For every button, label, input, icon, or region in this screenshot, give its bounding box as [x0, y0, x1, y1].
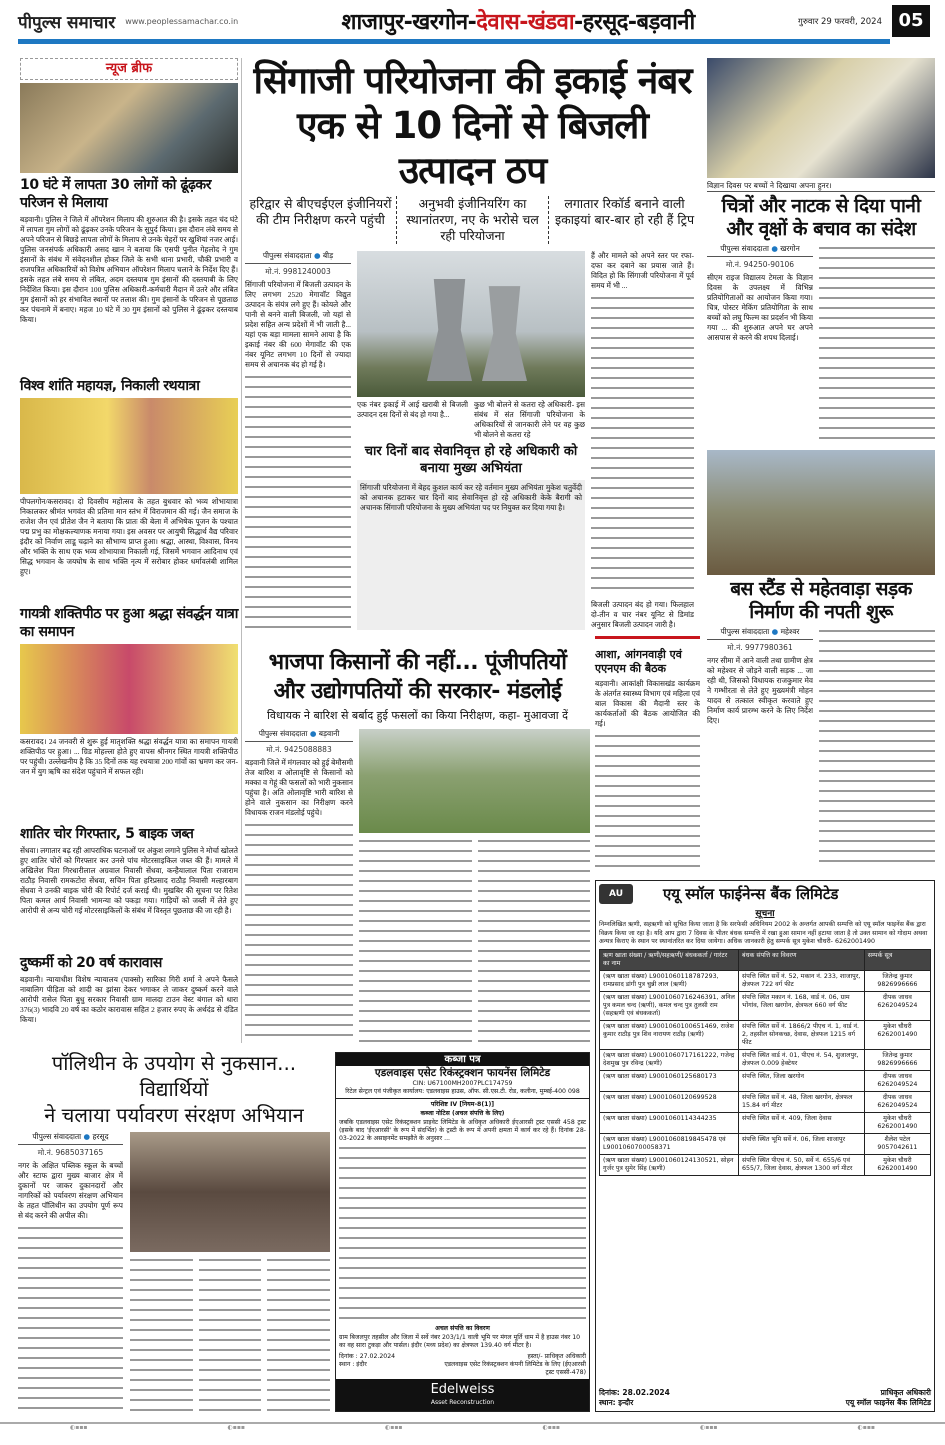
lead-text-right-continued [591, 294, 694, 597]
photo-captions [357, 400, 585, 440]
science-headline: चित्रों और नाटक से दिया पानी और वृक्षों के बचाव का संदेश [721, 195, 921, 240]
property-cell: संपत्ति स्थित मकान नं. 168, वार्ड नं. 06, ग्राम भोंगांव, जिला खरगोन, क्षेत्रफल 660 वर्ग फीट [739, 991, 865, 1020]
registration-mark-icon: ◐▪▪▪ [70, 1424, 88, 1431]
byline [245, 729, 353, 742]
notice-text: जबकि एडलवाइस एसेट रिकंस्ट्रक्शन प्राइवेट लिमिटेड के अधिकृत अधिकारी ईएआरसी ट्रस्ट एससी 458 ट्रस्ट (इसके बाद 'ईएआरसी' के रूप में संदर्भित) के ट्रस्टी के रूप में अपनी क्षमता में कार्य कर रहे हैं। दिनांक 28-03-2022 के असाइनमेंट समझौते के अनुसार ... [339, 1119, 586, 1142]
asha-headline: आशा, आंगनवाड़ी एवं एएनएम की बैठक [595, 648, 682, 675]
au-signatory: प्राधिकृत अधिकारी [880, 1388, 931, 1397]
lead-text-continued [245, 373, 351, 630]
property-description: ग्राम बिजलपुर तहसील और जिला में सर्वे नंबर 203/1/1 वाली भूमि पर मंगल मूर्ति धाम में है हाउस नंबर 10 का वह सारा टुकड़ा और पार्सल। इंदौर (मध्य प्रदेश) का क्षेत्रफल 139.40 वर्ग मीटर है। [339, 1334, 581, 1349]
notice-office: रिटेल सेन्ट्रल एवं पंजीकृत कार्यालय: एडलवाइस हाउस, ऑफ. सी.एस.टी. रोड, कलीना, मुम्बई-400 098 [336, 1088, 589, 1099]
polythene-lower-cols [130, 1256, 330, 1412]
registration-mark-icon: ◐▪▪▪ [542, 1424, 560, 1431]
registration-mark-icon: ◐▪▪▪ [857, 1424, 875, 1431]
polythene-text-col3 [199, 1256, 262, 1412]
polythene-text-continued [18, 1224, 123, 1412]
polythene-headline [18, 1050, 330, 1128]
property-cell: संपत्ति स्थित सर्वे नं. 52, मकान नं. 233, शाजापुर, क्षेत्रफल 722 वर्ग फीट [739, 970, 865, 991]
lead-subhead: अनुभवी इंजीनियरिंग का स्थानांतरण, नए के भरोसे चल रही परियोजना [397, 196, 549, 244]
contact-cell: मुकेश चौधरी 6262001490 [864, 1112, 930, 1133]
byline-text: पीपुल्स संवाददाता [258, 729, 308, 738]
contact-cell: मुकेश चौधरी 6262001490 [864, 1020, 930, 1049]
col-header: ऋण खाता संख्या / ऋणी/सहऋणी/ बंधककर्ता / गारंटर का नाम [600, 949, 739, 970]
contact-cell: दीपक जाधव 6262049524 [864, 1091, 930, 1112]
byline-text: पीपुल्स संवाददाता [262, 251, 312, 260]
au-header [599, 884, 931, 904]
lead-byline-block [245, 251, 351, 277]
au-logo: AU [599, 884, 633, 904]
borrower-cell: (ऋण खाता संख्या) L9001060120699528 [600, 1091, 739, 1112]
red-divider [595, 636, 700, 639]
byline-place: बड़वानी [318, 729, 340, 738]
photo-caption: कुछ भी बोलने से कतरा रहे अधिकारी- इस संबंध में संत सिंगाजी परियोजना के अधिकारियों से जानकारी लेने पर वह कुछ भी बोलने से कतरा रहे [474, 400, 585, 439]
brief-headline: 10 घंटे में लापता 30 लोगों को ढूंढ़कर परिजन से मिलाया [20, 177, 212, 211]
headline-line: पॉलिथीन के उपयोग से नुकसान... विद्यार्थियों [51, 1051, 297, 1101]
notice-company: एडलवाइस एसेट रिकंस्ट्रक्शन फायनेंस लिमिटेड [374, 1067, 551, 1079]
notice-appendix: परिशिष्ट IV [नियम-8(1)] [430, 1101, 495, 1108]
byline-place: बीड़ [322, 251, 334, 260]
brief-text: बड़वानी। न्यायाधीश विशेष न्यायालय (पाक्सो) सारिका गिरी शर्मा ने अपने फैसले नाबालिग पीड़िता को शादी का झांसा देकर भगाकर ले जाकर दुष्कर्म करने वाले आरोपी रासेल पिता बुधु सरकार निवासी ग्राम मालदा टाउन वेस्ट बंगाल को धारा 376(3) भादवि 20 वर्ष का कठोर कारावास सहित 2 हजार रुपए के अर्थदंड से दंडित किया। [20, 975, 238, 1025]
road-text-continued [819, 627, 935, 870]
polythene-body [18, 1132, 330, 1412]
property-cell: संपत्ति स्थित सर्वे नं. 1866/2 पीएच नं. 1, वार्ड नं. 2, तहसील सोनकच्छ, देवास, क्षेत्रफल 1215 वर्ग फीट [739, 1020, 865, 1049]
brief-headline: दुष्कर्मी को 20 वर्ष कारावास [20, 955, 162, 972]
au-table-wrap [599, 949, 931, 1387]
issue-date: गुरुवार 29 फरवरी, 2024 [798, 16, 882, 27]
lead-col-1 [245, 251, 351, 630]
borrower-cell: (ऋण खाता संख्या) L9001060114344235 [600, 1112, 739, 1133]
byline [18, 1132, 123, 1145]
mandloi-lower-cols [359, 837, 590, 1043]
au-intro: निम्नलिखित ऋणी, सहऋणी को सूचित किया जाता है कि सरफेसी अधिनियम 2002 के अन्तर्गत आपकी सम्पत्ति को एयू स्मॉल फाइनेंस बैंक द्वारा विक्रय किया जा रहा है। यदि आप द्वारा 7 दिवस के भीतर बंधक सम्पत्ति में रखा हुआ सामान नहीं हटाया जाता है तो उक्त सामान को गोदाम अथवा अन्यत्र किराए के स्थान पर स्थानांतरित कर दिया जायेगा। अधिक जानकारी हेतु सम्पर्क सूत्र मुकेश चौधरी- 6262001490 [599, 921, 928, 945]
registration-marks [0, 1422, 945, 1432]
reporter-mobile: मो.नं. 9425088883 [266, 745, 332, 754]
mandloi-headline [245, 648, 590, 706]
newspaper-logo: पीपुल्स समाचार [18, 12, 116, 33]
bullet-icon: ● [771, 244, 778, 253]
bullet-icon: ● [313, 251, 321, 260]
asha-text-continued [595, 732, 700, 870]
au-signatory-org: एयू स्मॉल फाइनेंस बैंक लिमिटेड [845, 1398, 931, 1407]
property-cell: संपत्ति स्थित सर्वे नं. 409, जिला देवास [739, 1112, 865, 1133]
polythene-col-1 [18, 1132, 123, 1412]
notice-signatory-org: एडलवाइस एसेट रिकंस्ट्रक्शन कंपनी लिमिटेड के लिए (ईएआरसी ट्रस्ट एससी-478) [444, 1361, 586, 1376]
borrower-cell: (ऋण खाता संख्या) L9001060819845478 एवं L9001060700058371 [600, 1133, 739, 1154]
mandloi-text: बड़वानी जिले में मंगलवार को हुई बेमौसमी तेज बारिश व ओलावृष्टि से किसानों को मक्का व गेहूं की फसलों को भारी नुकसान पहुंचा है। अति ओलावृष्टि भारी बारिश से होने वाले नुकसान का निरीक्षण करने विधायक राजन मंडलोई पहुंचे। [245, 758, 353, 817]
bullet-icon: ● [83, 1132, 91, 1141]
lead-story [245, 58, 700, 630]
reporter-mobile: मो.नं. 9981240003 [265, 267, 331, 276]
cooling-tower-icon [427, 279, 472, 381]
byline-place: हरसूद [92, 1132, 109, 1141]
lead-col-2 [357, 251, 585, 630]
au-footer [599, 1388, 931, 1408]
lead-text-right: हैं और मामले को अपने स्तर पर रफा-दफा कर दबाने का प्रयास जाते हैं। विदित हो कि सिंगाजी परियोजना में पूर्व समय में भी ... [591, 251, 694, 290]
headline-line: भाजपा किसानों की नहीं... पूंजीपतियों [268, 650, 567, 675]
sub-story-text: सिंगाजी परियोजना में बेहद कुशल कार्य कर रहे वर्तमान मुख्य अभियंता मुकेश चतुर्वेदी को अचानक हटाकर चार दिनों बाद सेवानिवृत्त हो रहे अधिकारी केके बैरागी को अचानक सिंगाजी परियोजना के मुख्य अभियंता पद पर नियुक्त कर दिया गया है। [357, 480, 585, 630]
brief-text: पीपलगोन/कसरावद। दो दिवसीय महोत्सव के तहत बुधवार को भव्य शोभायात्रा निकालकर श्रीमंत भगवंत की प्रतिमा मान स्तंभ में विराजमान की गई। जैन समाज के राजेश जैन एवं प्रीतेश जैन ने बताया कि प्रातः की बेला में अभिषेक पूजन के पश्चात पद्म प्रभु का मोक्षकल्याणक मनाया गया। इस अवसर पर आयुषी सिद्धार्थ वैद्य परिवार इंदौर को निर्वाण लाडू चढ़ाने का सौभाग्य प्राप्त हुआ। श्रद्धा, आस्था, विश्वास, विनय और भक्ति के साथ एक भव्य शोभायात्रा निकाली गई, जिसमें भगवान आदिनाथ एवं सिद्ध भगवान के जयघोष के साथ भक्ति नृत्य में सरोबार होकर धर्मावलंबी शामिल हुए। [20, 496, 238, 576]
table-row [600, 1070, 931, 1091]
table-row [600, 1133, 931, 1154]
asha-text: बड़वानी। आकांक्षी विकासखंड कार्यक्रम के अंतर्गत स्वास्थ्य विभाग एवं महिला एवं बाल विकास की मैदानी स्तर के कार्यकर्ताओं की बैठक आयोजित की गई। [595, 679, 700, 728]
brief-headline: शातिर चोर गिरफ्तार, 5 बाइक जब्त [20, 825, 194, 842]
lead-col-3 [591, 251, 694, 630]
right-column [707, 58, 935, 870]
au-date: दिनांक: 28.02.2024 [599, 1388, 670, 1397]
reporter-mobile: मो.नं. 94250-90106 [725, 260, 795, 269]
lead-text: सिंगाजी परियोजना में बिजली उत्पादन के लिए लगभग 2520 मेगावॉट विद्युत उत्पादन के संयंत्र लगे हुए हैं। कोयले और पानी से बनने वाली बिजली, जो यहां से प्रदेश सहित अन्य प्रदेशों में भी जाती है... यहां एक बड़ा मामला सामने आया है कि इकाई नंबर की 600 मेगावॉट की एक नंबर यूनिट लगभग 10 दिनों से ज्यादा समय से अचानक बंद हो गई है। [245, 280, 351, 369]
borrower-cell: (ऋण खाता संख्या) L9001060100651469, राजेश कुमार राठौड़ पुत्र शिव नारायण राठौड़ (ऋणी) [600, 1020, 739, 1049]
mandloi-story [245, 648, 590, 1043]
mandloi-subhead: विधायक ने बारिश से बर्बाद हुई फसलों का किया निरीक्षण, कहा- मुआवजा दें [267, 709, 568, 722]
byline-place: महेश्वर [780, 626, 800, 636]
property-cell: संपत्ति स्थित भूमि सर्वे नं. 06, जिला शाजापुर [739, 1133, 865, 1154]
lead-subheads [245, 196, 700, 244]
lead-body [245, 247, 700, 630]
byline [707, 627, 813, 640]
reporter-mobile: मो.नं. 9977980361 [727, 642, 793, 652]
road-headline: बस स्टैंड से महेतवाड़ा सड़क निर्माण की नपती शुरू [730, 577, 912, 623]
mandloi-col-1 [245, 729, 353, 1043]
notice-signatory: हस्ता/- प्राधिकृत अधिकारी [527, 1353, 586, 1360]
notice-label: कब्जा पत्र [336, 1053, 589, 1066]
website-url[interactable]: www.peoplessamachar.co.in [125, 16, 239, 26]
news-brief-label [20, 58, 238, 80]
notice-cin: CIN: U67100MH2007PLC174759 [412, 1080, 513, 1087]
lead-headline-line: एक से 10 दिनों से बिजली उत्पादन ठप [297, 104, 648, 192]
masthead [18, 4, 930, 38]
col-header: बंधक संपत्ति का विवरण [739, 949, 865, 970]
title-part: शाजापुर-खरगोन- [341, 10, 477, 35]
notice-body [336, 1099, 589, 1379]
headline-line: ने चलाया पर्यावरण संरक्षण अभियान [44, 1103, 304, 1127]
contact-cell: शैलेश पटेल 9057042611 [864, 1133, 930, 1154]
au-bank-notice [595, 880, 935, 1412]
news-brief-column [20, 58, 238, 1043]
brief-text: सेंधवा। लगातार बढ़ रही आपराधिक घटनाओं पर अंकुश लगाने पुलिस ने मोर्चा खोलते हुए शातिर चोरों को गिरफ्तार कर उनसे पांच मोटरसाइकिल जब्त की हैं। मामले में अखिलेश पिता गिरधारीलाल अग्रवाल निवासी सेंधवा, कन्हैयालाल पिता राजाराम राठौड़ निवासी रामकटोरा सेंधवा, सचिन पिता हरिप्रसाद राठौड़ निवासी मल्हारबाग सेंधवा ने उनकी बाइक चोरी की रिपोर्ट दर्ज कराई थी। मुखबिर की सूचना पर रितेश पिता कमल आर्य निवासी भामन्या को पकड़ा गया। गाड़ियों को जब्ती में लेते हुए आरोपी से अन्य चोरी गई मोटरसाइकिलों के संबंध में विस्तृत पूछताछ की जा रही है। [20, 845, 238, 915]
polythene-text-col4 [267, 1256, 330, 1412]
asha-story [595, 648, 700, 870]
registration-mark-icon: ◐▪▪▪ [385, 1424, 403, 1431]
yatra-photo [20, 644, 238, 734]
road-photo [707, 450, 935, 575]
byline-text: पीपुल्स संवाददाता [720, 626, 770, 636]
byline-place: खरगोन [780, 244, 800, 253]
table-row [600, 991, 931, 1020]
table-row [600, 970, 931, 991]
contact-cell: दीपक जाधव 6262049524 [864, 991, 930, 1020]
au-place: स्थान: इन्दौर [599, 1398, 634, 1407]
registration-mark-icon: ◐▪▪▪ [700, 1424, 718, 1431]
road-byline-block [707, 627, 813, 653]
brief-headline: गायत्री शक्तिपीठ पर हुआ श्रद्धा संवर्द्धन यात्रा का समापन [20, 606, 239, 641]
notice-text-continued [339, 1144, 586, 1324]
lead-subhead: हरिद्वार से बीएचईएल इंजीनियरों की टीम निरीक्षण करने पहुंची [245, 196, 397, 244]
power-plant-photo [357, 251, 585, 397]
borrower-cell: (ऋण खाता संख्या) L9001060717161222, गजेन्द्र देशमुख पुत्र रविन्द्र (ऋणी) [600, 1049, 739, 1070]
borrower-cell: (ऋण खाता संख्या) L9001060118787293, रामप्रसाद डांगी पुत्र चुन्नी लाल (ऋणी) [600, 970, 739, 991]
crop-inspection-photo [359, 729, 590, 833]
brief-text: बड़वानी। पुलिस ने जिले में ऑपरेशन मिलाप की शुरुआत की है। इसके तहत चंद घंटे में लापता गुम लोगों को ढूंढ़कर उनके परिजन के सुपुर्द किया। इस दौरान लंबे समय से अपने परिजन से बिछड़े लापता लोगों के मिलाप से उनके चेहरों पर खुशियां नजर आई। पुलिस जनसंपर्क अधिकारी असद खान ने बताया कि एसपी पुनीत गेहलोद ने गुम इंसानों के संबंध में संवेदनशील होकर जिले के सभी थाना प्रभारी, चौकी प्रभारी व राजपत्रित अधिकारियों को विशेष अभियान ऑपरेशन मिलाप चलाने के निर्देश दिए हैं। इसके तहत लंबे समय से लंबित, अदम दस्तयाब गुम इंसानों की दस्तयाबी के लिए निर्देशित किया। इस दौरान 100 पुलिस अधिकारी-कर्मचारी मैदान में उतरे और लंबित गुम इंसानों को हर संभावित स्थानों पर तलाश की। गुम इंसानों के परिजन से पूछताछ कर पंचनामे में बनाए। महज 10 घंटे में 30 गुम इंसानों को पुलिस ने ढूंढ़कर दस्तयाब किया। [20, 215, 238, 324]
header-rule [18, 39, 890, 44]
notice-subtitle: कब्जा नोटिस (अचल संपत्ति के लिए) [420, 1110, 505, 1117]
mandloi-col-2 [359, 729, 590, 1043]
mandloi-body [245, 726, 590, 1043]
table-row [600, 1091, 931, 1112]
photo-caption: एक नंबर इकाई में आई खराबी से बिजली उत्पादन दस दिनों से बंद हो गया है... [357, 400, 468, 419]
mandloi-text-col3 [478, 837, 591, 1043]
borrower-cell: (ऋण खाता संख्या) L9001060716246391, अनिल पुत्र कमल चन्द (ऋणी), कमल चन्द पुत्र तुलसी राम (सहऋणी एवं बंधककर्ता) [600, 991, 739, 1020]
property-cell: संपत्ति स्थित सर्वे नं. 48, जिला खरगोन, क्षेत्रफल 15.84 वर्ग मीटर [739, 1091, 865, 1112]
brand-name: Edelweiss [430, 1382, 495, 1397]
reporter-mobile: मो.नं. 9685037165 [37, 1148, 104, 1157]
cooling-tower-icon [482, 286, 527, 381]
au-property-table [599, 949, 931, 1176]
property-cell: संपत्ति स्थित पीएच नं. 50, सर्वे नं. 655/6 एवं 655/7, जिला देवास, क्षेत्रफल 1300 वर्ग मीटर [739, 1154, 865, 1175]
brief-text: कसरावद। 24 जनवरी से शुरू हुई मातृशक्ति श्रद्धा संवर्द्धन यात्रा का समापन गायत्री शक्तिपीठ पर हुआ। ... ग्रिड मोहल्ला होते हुए वापस श्रीनगर स्थित गायत्री शक्तिपीठ पर पहुंची। उल्लेखनीय है कि 35 दिनों तक यह रथयात्रा 200 गांवों का भ्रमण कर जन-जन में युग ऋषि का संदेश पहुंचाने में सफल रही। [20, 737, 238, 777]
notice-footer [339, 1353, 586, 1377]
brief-headline: विश्व शांति महायज्ञ, निकाली रथयात्रा [20, 377, 200, 394]
contact-cell: जितेन्द्र कुमार 9826996666 [864, 1049, 930, 1070]
students-campaign-photo [130, 1132, 330, 1252]
rathyatra-photo [20, 398, 238, 494]
registration-mark-icon: ◐▪▪▪ [227, 1424, 245, 1431]
title-part: -हरसूद-बड़वानी [574, 10, 695, 35]
notice-date: दिनांक : 27.02.2024 [339, 1353, 396, 1360]
mandloi-text-continued [245, 821, 353, 1043]
science-col-1 [707, 244, 813, 447]
brief-label-text: न्यूज ब्रीफ [105, 61, 153, 76]
contact-cell: दीपक जाधव 6262049524 [864, 1070, 930, 1091]
road-col-1 [707, 627, 813, 870]
polythene-text: नगर के अक्षित पब्लिक स्कूल के बच्चों और स्टाफ द्वारा मुख्य बाजार क्षेत्र में दुकानों पर जाकर दुकानदारों और नागरिकों को पर्यावरण संरक्षण अभियान के तहत पॉलिथीन का उपयोग पूर्ण रूप से बंद करने की अपील की। [18, 1161, 123, 1220]
photo-caption: विज्ञान दिवस पर बच्चों ने दिखाया अपना हुनर। [707, 181, 935, 192]
mandloi-byline-block [245, 729, 353, 755]
lead-text-end: बिजली उत्पादन बंद हो गया। फिलहाल दो-तीन व चार नंबर यूनिट से डिमांड अनुसार बिजली उत्पादन जारी है। [591, 600, 694, 629]
lead-headline-line: सिंगाजी परियोजना की इकाई नंबर [253, 59, 692, 102]
table-row [600, 1020, 931, 1049]
students-photo [707, 58, 935, 178]
sub-story-title: चार दिनों बाद सेवानिवृत्त हो रहे अधिकारी को बनाया मुख्य अभियंता [364, 444, 578, 476]
brand-sub: Asset Reconstruction [430, 1399, 495, 1406]
lead-headline [245, 58, 700, 193]
table-row [600, 1112, 931, 1133]
col-header: सम्पर्क सूत्र [864, 949, 930, 970]
page-number: 05 [892, 5, 930, 37]
bullet-icon: ● [771, 626, 779, 636]
mandloi-text-col2 [359, 837, 472, 1043]
byline-text: पीपुल्स संवाददाता [32, 1132, 82, 1141]
au-subtitle: सूचना [755, 909, 775, 919]
contact-cell: मुकेश चौधरी 6262001490 [864, 1154, 930, 1175]
science-text: सीएम राइज विद्यालय टेमला के विज्ञान दिवस के उपलक्ष्य में विभिन्न प्रतियोगिताओं का आयोजन किया गया। चित्र, पोस्टर मेकिंग प्रतियोगिता के साथ बच्चों को लघु फिल्म का प्रदर्शन भी किया गया ... की शुरुआत अपने घर अपने आसपास से करने की शपथ दिलाई। [707, 273, 813, 342]
property-cell: संपत्ति स्थित, जिला खरगोन [739, 1070, 865, 1091]
byline [245, 251, 351, 264]
science-byline-block [707, 244, 813, 270]
property-title: अचल संपत्ति का विवरण [435, 1325, 490, 1332]
table-row [600, 1049, 931, 1070]
notice-place: स्थान : इंदौर [339, 1361, 367, 1368]
title-part-red: देवास-खंडवा [476, 10, 575, 35]
science-text-continued [819, 244, 935, 447]
column-divider [241, 58, 242, 1043]
contact-cell: जितेन्द्र कुमार 9826996666 [864, 970, 930, 991]
polythene-col-2 [130, 1132, 330, 1412]
polythene-byline-block [18, 1132, 123, 1158]
road-text: नगर सीमा में आने वाली तथा ग्रामीण क्षेत्र को महेश्वर से जोड़ने वाली सड़क ... जा रही थी, जिसको विधायक राजकुमार मेव ने गम्भीरता से लेते हुए मुख्यमंत्री मोहन यादव से तत्काल स्वीकृत करवाते हुए निर्माण कार्य प्रारम्भ करने के लिए निर्देश दिए। [707, 655, 813, 725]
page-section-title [248, 6, 788, 36]
bullet-icon: ● [309, 729, 317, 738]
borrower-cell: (ऋण खाता संख्या) L9001060125680173 [600, 1070, 739, 1091]
byline [707, 244, 813, 257]
property-cell: संपत्ति स्थित वार्ड नं. 01, पीएच नं. 54, शुजालपुर, क्षेत्रफल 0.009 हेक्टेयर [739, 1049, 865, 1070]
polythene-text-col2 [130, 1256, 193, 1412]
road-body [707, 627, 935, 870]
polythene-story [18, 1050, 330, 1412]
byline-text: पीपुल्स संवाददाता [720, 244, 769, 253]
police-photo [20, 83, 238, 173]
possession-notice [335, 1052, 590, 1412]
borrower-cell: (ऋण खाता संख्या) L9001060124130521, सोहन गुर्जर पुत्र सुमेर सिंह (ऋणी) [600, 1154, 739, 1175]
headline-line: और उद्योगपतियों की सरकार- मंडलोई [273, 679, 562, 704]
science-body [707, 244, 935, 447]
au-title: एयू स्मॉल फाईनेन्स बैंक लिमिटेड [663, 885, 839, 903]
table-row [600, 1154, 931, 1175]
lead-subhead: लगातार रिकॉर्ड बनाने वाली इकाइयां बार-बार हो रही हैं ट्रिप [554, 196, 695, 227]
edelweiss-logo [336, 1379, 589, 1411]
